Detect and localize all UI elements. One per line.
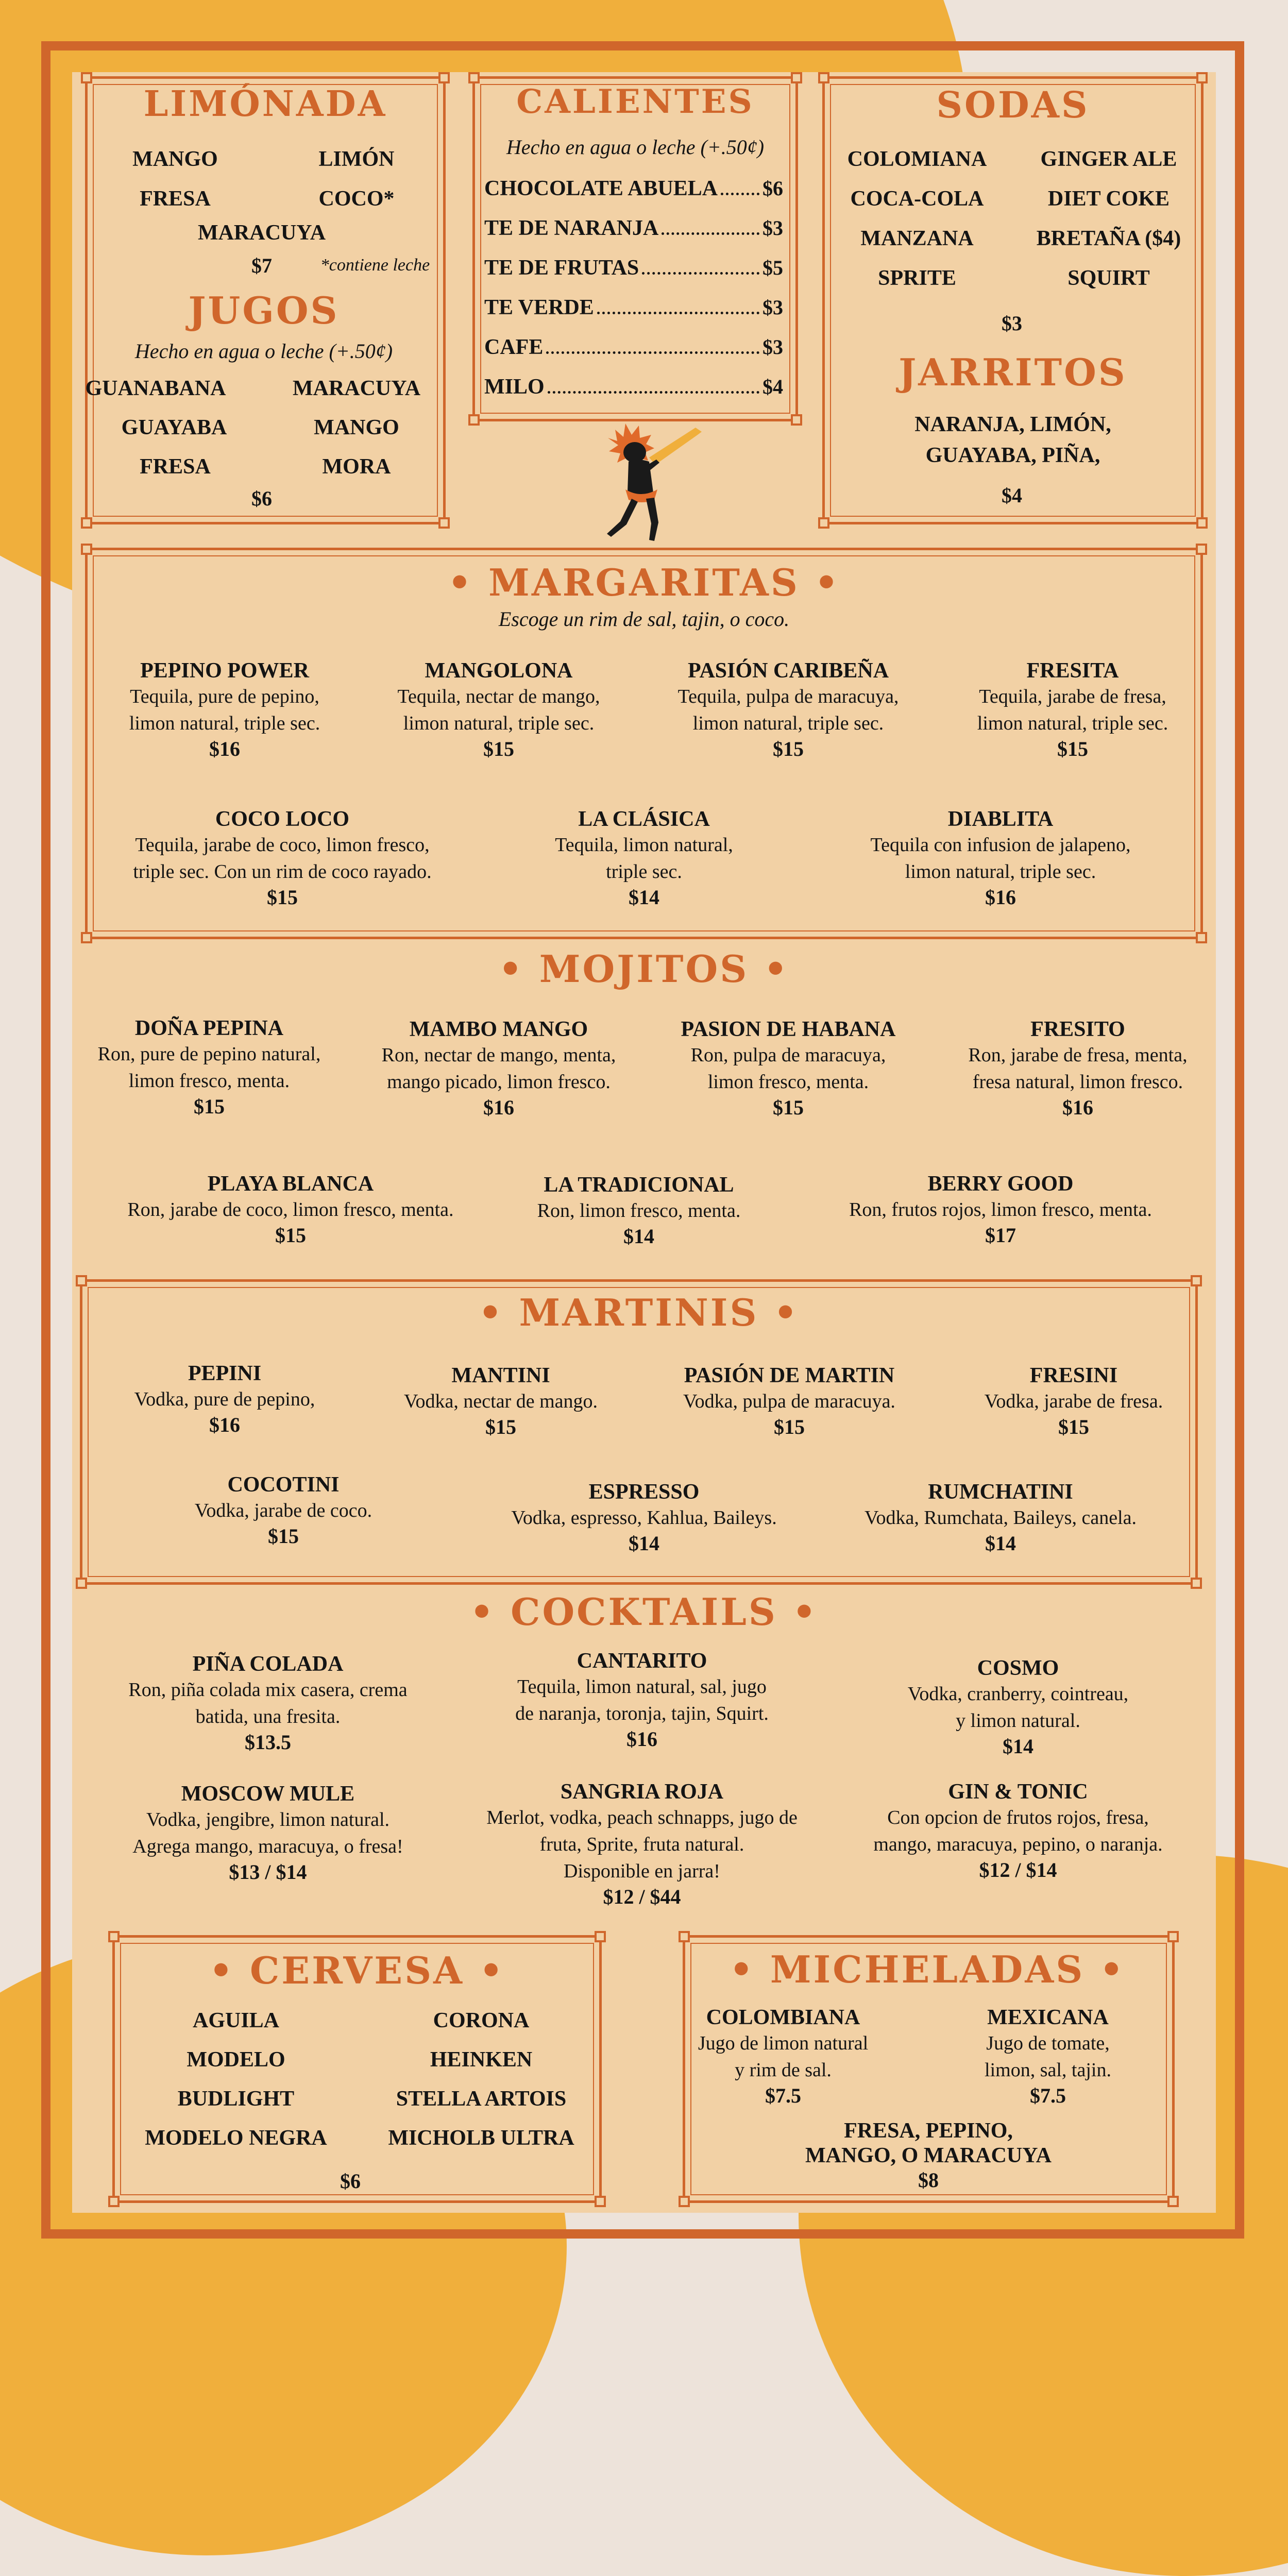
calientes-subtitle: Hecho en agua o leche (+.50¢) — [506, 135, 765, 159]
jugos-subtitle: Hecho en agua o leche (+.50¢) — [134, 340, 393, 363]
cocktail-item: CANTARITO Tequila, limon natural, sal, jugo de naranja, toronja, tajin, Squirt. $16 — [515, 1649, 769, 1751]
sodas-title: SODAS — [936, 83, 1090, 126]
cocktail-item: COSMO Vodka, cranberry, cointreau, y limon natural. $14 — [907, 1656, 1129, 1758]
martini-item: PASIÓN DE MARTIN Vodka, pulpa de maracuya. $15 — [683, 1364, 895, 1438]
cocktail-item: SANGRIA ROJA Merlot, vodka, peach schnapps, jugo de fruta, Sprite, fruta natural. Disponible en jarra! $12 / $44 — [486, 1780, 798, 1908]
martini-item: ESPRESSO Vodka, espresso, Kahlua, Baileys. $14 — [511, 1480, 777, 1555]
martini-item: PEPINI Vodka, pure de pepino, $16 — [134, 1362, 315, 1436]
sodas-item: BRETAÑA ($4) — [1036, 227, 1181, 250]
jarritos-line: GUAYABA, PIÑA, — [925, 444, 1100, 467]
jarritos-price: $4 — [1002, 484, 1022, 507]
mojito-item: PASION DE HABANA Ron, pulpa de maracuya, limon fresco, menta. $15 — [681, 1018, 896, 1119]
calientes-box — [472, 76, 798, 421]
cervesa-item: HEINKEN — [430, 2048, 533, 2072]
cervesa-price: $6 — [340, 2170, 361, 2193]
martinis-title: • MARTINIS • — [478, 1291, 800, 1334]
margarita-item: DIABLITA Tequila con infusion de jalapeno, limon natural, triple sec. $16 — [870, 807, 1131, 909]
limonada-note: *contiene leche — [320, 256, 430, 275]
sodas-item: MANZANA — [860, 227, 974, 250]
mojito-item: MAMBO MANGO Ron, nectar de mango, menta, mango picado, limon fresco. $16 — [381, 1018, 616, 1119]
jugos-item: GUANABANA — [85, 377, 226, 400]
limonada-title: LIMÓNADA — [143, 83, 387, 125]
margarita-item: LA CLÁSICA Tequila, limon natural, triple sec. $14 — [555, 807, 733, 909]
calientes-item: CHOCOLATE ABUELA $6 — [484, 177, 783, 200]
margarita-item: PEPINO POWER Tequila, pure de pepino, limon natural, triple sec. $16 — [129, 659, 320, 760]
jugos-price: $6 — [251, 487, 272, 510]
jugos-title: JUGOS — [188, 289, 340, 332]
sodas-item: DIET COKE — [1047, 187, 1170, 211]
jugos-item: MARACUYA — [292, 377, 421, 400]
sodas-item: COLOMIANA — [847, 147, 987, 171]
margarita-item: FRESITA Tequila, jarabe de fresa, limon natural, triple sec. $15 — [977, 659, 1168, 760]
margarita-item: MANGOLONA Tequila, nectar de mango, limon natural, triple sec. $15 — [397, 659, 600, 760]
limonada-item: LIMÓN — [318, 147, 395, 171]
jugos-item: MANGO — [314, 416, 399, 439]
mojito-item: PLAYA BLANCA Ron, jarabe de coco, limon fresco, menta. $15 — [127, 1172, 454, 1247]
calientes-item: TE DE FRUTAS $5 — [484, 256, 783, 280]
sodas-item: SQUIRT — [1067, 266, 1150, 290]
cervesa-item: CORONA — [433, 2009, 530, 2032]
jarritos-line: NARANJA, LIMÓN, — [914, 413, 1111, 436]
cocktail-item: MOSCOW MULE Vodka, jengibre, limon natural. Agrega mango, maracuya, o fresa! $13 / $14 — [132, 1782, 403, 1884]
cervesa-item: MODELO — [187, 2048, 285, 2072]
jugos-item: GUAYABA — [121, 416, 227, 439]
jugos-item: FRESA — [140, 455, 211, 479]
jarritos-title: JARRITOS — [899, 350, 1127, 394]
cervesa-item: STELLA ARTOIS — [396, 2087, 567, 2111]
martini-item: MANTINI Vodka, nectar de mango. $15 — [403, 1364, 598, 1438]
jugos-item: MORA — [322, 455, 391, 479]
calientes-item: TE DE NARANJA $3 — [484, 216, 783, 240]
limonada-item: MARACUYA — [197, 221, 326, 245]
mojitos-title: • MOJITOS • — [498, 947, 790, 991]
michelada-item: MEXICANA Jugo de tomate, limon, sal, tajin. $7.5 — [985, 2006, 1111, 2107]
micheladas-title: • MICHELADAS • — [729, 1947, 1126, 1991]
michelada-item: COLOMBIANA Jugo de limon natural y rim de sal. $7.5 — [698, 2006, 869, 2107]
calientes-item: MILO $4 — [484, 375, 783, 399]
limonada-item: MANGO — [132, 147, 218, 171]
cocktails-title: • COCKTAILS • — [470, 1590, 818, 1634]
sodas-item: COCA-COLA — [850, 187, 984, 211]
cervesa-item: MODELO NEGRA — [145, 2126, 327, 2150]
mojito-item: LA TRADICIONAL Ron, limon fresco, menta. $14 — [537, 1173, 741, 1248]
michelada-extra: FRESA, PEPINO, MANGO, O MARACUYA $8 — [805, 2119, 1052, 2192]
mojito-item: DOÑA PEPINA Ron, pure de pepino natural, limon fresco, menta. $15 — [97, 1016, 321, 1118]
martini-item: RUMCHATINI Vodka, Rumchata, Baileys, canela. $14 — [865, 1480, 1137, 1555]
sodas-item: SPRITE — [878, 266, 956, 290]
martini-item: FRESINI Vodka, jarabe de fresa. $15 — [984, 1364, 1163, 1438]
cervesa-title: • CERVESA • — [209, 1948, 505, 1992]
cocktail-item: PIÑA COLADA Ron, piña colada mix casera, crema batida, una fresita. $13.5 — [128, 1652, 408, 1754]
cocktail-item: GIN & TONIC Con opcion de frutos rojos, fresa, mango, maracuya, pepino, o naranja. $12 / $14 — [873, 1780, 1163, 1882]
calientes-item: TE VERDE $3 — [484, 296, 783, 319]
margarita-item: COCO LOCO Tequila, jarabe de coco, limon fresco, triple sec. Con un rim de coco rayado. $15 — [133, 807, 432, 909]
trumpet-player-illustration — [592, 417, 706, 551]
calientes-title: CALIENTES — [516, 82, 754, 121]
cervesa-item: MICHOLB ULTRA — [388, 2126, 574, 2150]
sodas-price: $3 — [1002, 312, 1022, 335]
limonada-price: $7 — [251, 254, 272, 277]
cervesa-item: AGUILA — [192, 2009, 280, 2032]
limonada-item: FRESA — [140, 187, 211, 211]
sodas-item: GINGER ALE — [1040, 147, 1177, 171]
calientes-item: CAFE $3 — [484, 335, 783, 359]
margaritas-title: • MARGARITAS • — [448, 561, 840, 604]
cervesa-item: BUDLIGHT — [177, 2087, 295, 2111]
limonada-item: COCO* — [318, 187, 395, 211]
martini-item: COCOTINI Vodka, jarabe de coco. $15 — [194, 1473, 372, 1548]
mojito-item: FRESITO Ron, jarabe de fresa, menta, fresa natural, limon fresco. $16 — [968, 1018, 1188, 1119]
margarita-item: PASIÓN CARIBEÑA Tequila, pulpa de maracuya, limon natural, triple sec. $15 — [677, 659, 899, 760]
mojito-item: BERRY GOOD Ron, frutos rojos, limon fresco, menta. $17 — [849, 1172, 1152, 1247]
margaritas-subtitle: Escoge un rim de sal, tajin, o coco. — [498, 607, 790, 631]
